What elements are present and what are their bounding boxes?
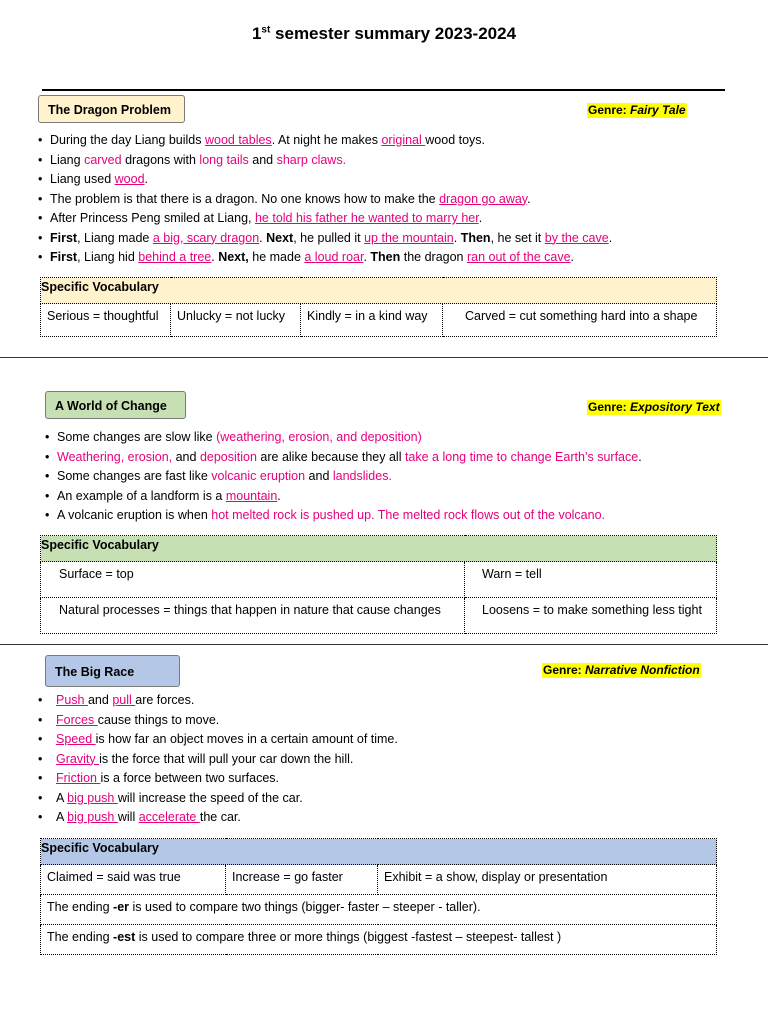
- bullet-text: Some changes are slow like: [57, 430, 217, 444]
- bullet-text: .: [570, 250, 575, 264]
- section-divider: [0, 357, 768, 358]
- bullet-item: [45, 506, 642, 526]
- bullet-highlight-text: dragon go away: [439, 191, 528, 206]
- bullet-text: The problem is that there is a dragon. No one knows how to make the: [50, 191, 440, 206]
- vocab-cell: Carved = cut something hard into a shape: [443, 304, 717, 337]
- vocab-cell: Exhibit = a show, display or presentation: [378, 865, 717, 895]
- bullet-highlight-text: by the cave: [544, 230, 609, 245]
- ending-suffix: -est: [113, 930, 136, 944]
- bullet-highlight-text: wood: [114, 172, 145, 186]
- vocab-table-big-race: [40, 838, 717, 955]
- title-text: semester summary 2023-2024: [270, 24, 517, 43]
- vocab-cell: Loosens = to make something less tight: [465, 598, 717, 634]
- bullet-text: A volcanic eruption is when: [57, 508, 212, 522]
- bullet-text: , he set it: [490, 230, 545, 245]
- vocab-table-dragon-problem: [40, 277, 717, 337]
- bullet-text: Liang used: [50, 172, 115, 186]
- bullet-text: and: [172, 449, 200, 464]
- bullet-text: wood toys.: [425, 133, 486, 147]
- section-title-dragon-problem: The Dragon Problem: [38, 95, 185, 123]
- bullet-item: [38, 190, 612, 210]
- bullet-highlight-text: ran out of the cave: [466, 250, 571, 264]
- bullet-highlight-text: Friction: [56, 771, 101, 785]
- bullet-text: is the force that will pull your car down the hill.: [99, 751, 354, 766]
- bullet-text: , Liang hid: [77, 250, 139, 264]
- bullet-item: [38, 151, 612, 171]
- bullet-text: Some changes are fast like: [57, 469, 212, 483]
- genre-value: Narrative Nonfiction: [585, 663, 700, 677]
- bullet-highlight-text: mountain: [225, 488, 278, 503]
- bullet-text: .: [453, 230, 461, 245]
- bullet-highlight-text: accelerate: [138, 810, 200, 824]
- section-divider: [0, 644, 768, 645]
- bullet-text: .: [144, 172, 149, 186]
- ending-text: is used to compare three or more things (biggest -fastest – steepest- tallest ): [135, 930, 562, 944]
- bullet-text: and: [305, 469, 333, 483]
- vocab-cell: Claimed = said was true: [41, 865, 226, 895]
- bullet-highlight-text: original: [381, 133, 426, 147]
- bullet-text: , he pulled it: [293, 230, 365, 245]
- bullet-highlight-text: big push: [67, 790, 118, 805]
- bullet-text: is a force between two surfaces.: [100, 771, 280, 785]
- bullet-text: is how far an object moves in a certain amount of time.: [95, 732, 398, 746]
- bullet-bold-text: Next: [266, 230, 294, 245]
- ending-text: is used to compare two things (bigger- faster – steeper - taller).: [129, 900, 481, 914]
- bullet-highlight-text: Forces: [56, 712, 98, 727]
- vocab-cell: Warn = tell: [465, 562, 717, 598]
- bullet-list-world-of-change: [45, 428, 642, 526]
- bullet-text: and: [248, 152, 277, 167]
- bullet-highlight-text: big push: [67, 810, 118, 824]
- bullet-highlight-text: landslides.: [332, 469, 392, 483]
- bullet-text: .: [259, 230, 267, 245]
- vocab-header: Specific Vocabulary: [41, 536, 717, 562]
- bullet-item: [38, 789, 398, 809]
- genre-world-of-change: [587, 400, 721, 415]
- page-title: [0, 24, 768, 44]
- section-title-big-race: The Big Race: [45, 655, 180, 687]
- genre-big-race: [542, 663, 701, 678]
- bullet-text: , Liang made: [77, 230, 153, 245]
- bullet-text: . At night he makes: [271, 133, 382, 147]
- bullet-item: [45, 467, 642, 487]
- bullet-highlight-text: hot melted rock is pushed up. The melted rock flows out of the volcano.: [211, 508, 605, 522]
- vocab-ending-er: [41, 895, 717, 925]
- bullet-highlight-text: long tails: [199, 152, 249, 167]
- vocab-cell: Unlucky = not lucky: [171, 304, 301, 337]
- bullet-item: [45, 487, 642, 507]
- bullet-highlight-text: wood tables: [204, 133, 272, 147]
- bullet-text: After Princess Peng smiled at Liang,: [50, 211, 255, 225]
- title-superscript: st: [261, 24, 271, 36]
- bullet-highlight-text: Gravity: [56, 751, 100, 766]
- vocab-cell: Kindly = in a kind way: [301, 304, 443, 337]
- bullet-text: are forces.: [135, 693, 195, 707]
- bullet-text: An example of a landform is a: [57, 488, 226, 503]
- bullet-text: .: [478, 211, 483, 225]
- bullet-text: .: [211, 250, 219, 264]
- bullet-text: .: [527, 191, 531, 206]
- bullet-text: .: [363, 250, 371, 264]
- genre-value: Expository Text: [630, 400, 720, 414]
- bullet-text: .: [277, 488, 281, 503]
- bullet-highlight-text: behind a tree: [138, 250, 212, 264]
- bullet-highlight-text: Speed: [56, 732, 96, 746]
- bullet-text: cause things to move.: [97, 712, 220, 727]
- bullet-text: are alike because they all: [256, 449, 405, 464]
- vocab-cell: Serious = thoughtful: [41, 304, 171, 337]
- vocab-cell: Natural processes = things that happen in nature that cause changes: [41, 598, 465, 634]
- bullet-text: A: [56, 810, 68, 824]
- bullet-item: [38, 229, 612, 249]
- bullet-text: During the day Liang builds: [50, 133, 205, 147]
- bullet-bold-text: Then: [460, 230, 491, 245]
- bullet-highlight-text: a loud roar: [304, 250, 364, 264]
- bullet-item: [38, 769, 398, 789]
- genre-value: Fairy Tale: [630, 103, 686, 117]
- bullet-item: [38, 730, 398, 750]
- section-title-world-of-change: A World of Change: [45, 391, 186, 419]
- bullet-highlight-text: he told his father he wanted to marry her: [254, 211, 479, 225]
- bullet-text: he made: [248, 250, 305, 264]
- bullet-highlight-text: take a long time to change Earth’s surface: [404, 449, 639, 464]
- bullet-text: .: [638, 449, 642, 464]
- bullet-item: [45, 448, 642, 468]
- ending-suffix: -er: [113, 900, 130, 914]
- vocab-ending-est: [41, 925, 717, 955]
- genre-label: Genre:: [588, 103, 631, 117]
- bullet-bold-text: Next,: [218, 250, 249, 264]
- ending-text: The ending: [47, 900, 114, 914]
- genre-label: Genre:: [588, 400, 631, 414]
- bullet-text: will: [117, 810, 139, 824]
- bullet-highlight-text: a big, scary dragon: [152, 230, 260, 245]
- bullet-text: A: [56, 790, 68, 805]
- bullet-highlight-text: deposition: [199, 449, 257, 464]
- bullet-highlight-text: (weathering, erosion, and deposition): [216, 430, 422, 444]
- bullet-highlight-text: Weathering, erosion,: [57, 449, 173, 464]
- ending-text: The ending: [47, 930, 114, 944]
- bullet-highlight-text: sharp claws.: [276, 152, 347, 167]
- bullet-bold-text: First: [50, 250, 78, 264]
- genre-label: Genre:: [543, 663, 586, 677]
- bullet-text: the dragon: [400, 250, 467, 264]
- bullet-item: [38, 131, 612, 151]
- bullet-item: [38, 750, 398, 770]
- vocab-cell: Increase = go faster: [226, 865, 378, 895]
- bullet-list-big-race: [38, 691, 398, 828]
- genre-dragon-problem: [587, 103, 687, 118]
- vocab-cell: Surface = top: [41, 562, 465, 598]
- bullet-item: [38, 808, 398, 828]
- bullet-item: [38, 711, 398, 731]
- title-prefix: 1: [251, 24, 262, 43]
- bullet-text: .: [608, 230, 613, 245]
- bullet-text: will increase the speed of the car.: [117, 790, 303, 805]
- bullet-text: dragons with: [121, 152, 200, 167]
- top-divider: [42, 89, 725, 91]
- bullet-list-dragon-problem: [38, 131, 612, 268]
- bullet-text: Liang: [50, 152, 85, 167]
- bullet-item: [38, 691, 398, 711]
- bullet-item: [38, 170, 612, 190]
- bullet-bold-text: Then: [370, 250, 401, 264]
- bullet-text: and: [87, 693, 113, 707]
- bullet-item: [38, 209, 612, 229]
- vocab-header: Specific Vocabulary: [41, 278, 717, 304]
- bullet-item: [38, 248, 612, 268]
- bullet-item: [45, 428, 642, 448]
- vocab-table-world-of-change: [40, 535, 717, 634]
- bullet-highlight-text: volcanic eruption: [211, 469, 306, 483]
- bullet-highlight-text: Push: [56, 693, 88, 707]
- vocab-header: Specific Vocabulary: [41, 839, 717, 865]
- bullet-highlight-text: carved: [84, 152, 122, 167]
- bullet-text: the car.: [199, 810, 241, 824]
- bullet-highlight-text: up the mountain: [364, 230, 454, 245]
- bullet-highlight-text: pull: [112, 693, 136, 707]
- bullet-bold-text: First: [50, 230, 78, 245]
